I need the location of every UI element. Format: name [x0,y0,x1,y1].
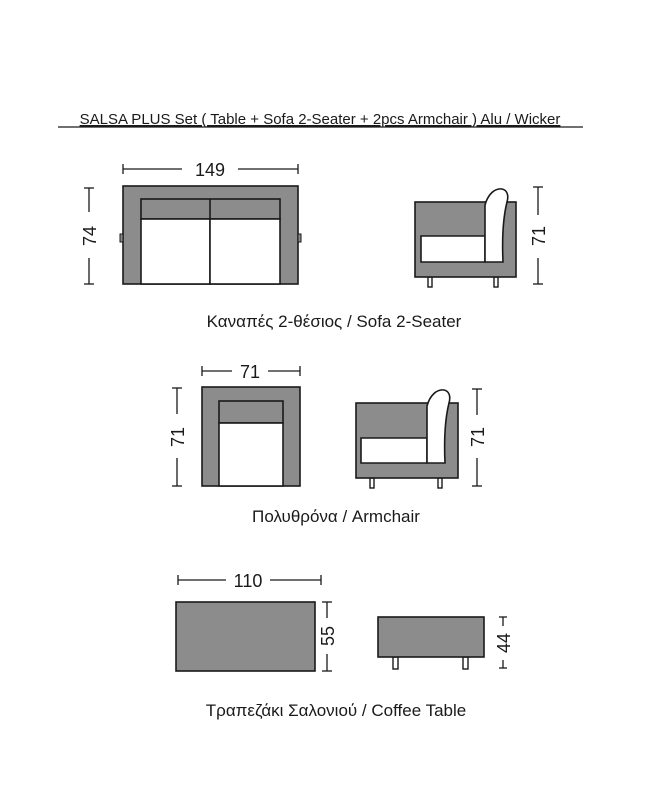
sofa-caption: Καναπές 2-θέσιος / Sofa 2-Seater [206,312,462,331]
sofa-height-label: 74 [80,225,100,247]
sofa-side-seat [421,236,485,262]
sofa-side-leg-back [494,277,498,287]
table-side-view [378,617,484,669]
armchair-side-leg-back [438,478,442,488]
sofa-side-leg-front [428,277,432,287]
sofa-side-height-label: 71 [529,225,549,247]
sofa-side-height-dimension [529,187,549,284]
set-title: SALSA PLUS Set ( Table + Sofa 2-Seater + 2pcs Armchair ) Alu / Wicker [79,111,561,128]
table-side-leg-right [463,657,468,669]
armchair-caption: Πολυθρόνα / Armchair [252,507,420,526]
sofa-width-dimension [123,160,298,180]
sofa-side-nub-right [298,234,301,242]
armchair-side-view [356,390,458,488]
sofa-front-view [120,186,301,284]
sofa-side-nub-left [120,234,123,242]
armchair-side-height-label: 71 [468,426,488,448]
armchair-seat-cushion [219,423,283,486]
table-width-dimension [178,571,321,591]
armchair-side-leg-front [370,478,374,488]
armchair-front-view [202,387,300,486]
armchair-width-dimension [202,362,300,382]
armchair-backrest [219,401,283,423]
table-width-label: 110 [233,571,263,591]
armchair-side-seat [361,438,427,463]
table-top-surface [176,602,315,671]
table-depth-dimension [318,602,338,671]
armchair-width-label: 71 [239,362,261,382]
sofa-side-view [415,189,516,287]
table-side-body [378,617,484,657]
sofa-seat-cushion-left [141,219,210,284]
armchair-height-label: 71 [168,426,188,448]
table-height-dimension [494,617,514,668]
armchair-side-height-dimension [468,389,488,486]
armchair-height-dimension [168,388,188,486]
table-top-view [176,602,315,671]
sofa-width-label: 149 [194,160,226,180]
sofa-seat-cushion-right [210,219,280,284]
table-depth-label: 55 [318,625,338,647]
table-caption: Τραπεζάκι Σαλονιού / Coffee Table [205,701,467,720]
sofa-height-dimension [80,188,100,284]
table-side-leg-left [393,657,398,669]
table-height-label: 44 [494,632,514,654]
